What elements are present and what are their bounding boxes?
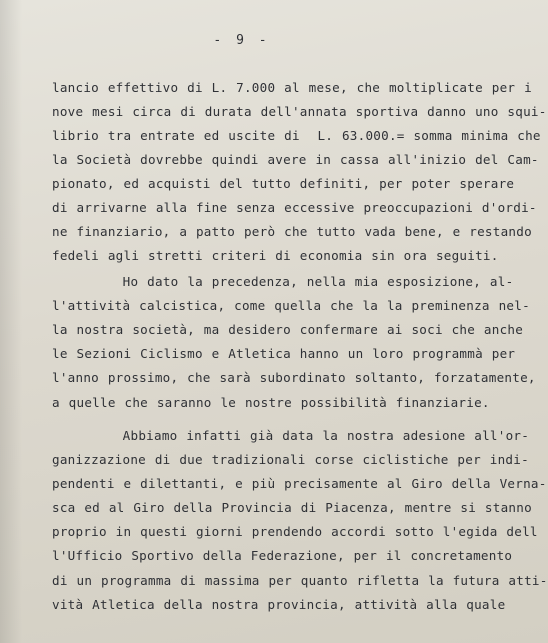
text-line: a quelle che saranno le nostre possibilità finanziarie.	[52, 395, 490, 410]
text-line: lancio effettivo di L. 7.000 al mese, che moltiplicate per i	[52, 80, 532, 95]
text-line: l'attività calcistica, come quella che la la preminenza nel-	[52, 298, 530, 313]
text-line: ganizzazione di due tradizionali corse ciclistiche per indi-	[52, 452, 529, 467]
text-line: nove mesi circa di durata dell'annata sportiva danno uno squi-	[52, 104, 547, 119]
text-line: Abbiamo infatti già data la nostra adesione all'or-	[52, 428, 530, 443]
text-line: fedeli agli stretti criteri di economia sin ora seguiti.	[52, 248, 499, 263]
text-line: vità Atletica della nostra provincia, attività alla quale	[52, 597, 506, 612]
text-line: la nostra società, ma desidero confermare ai soci che anche	[52, 322, 524, 337]
text-line: proprio in questi giorni prendendo accordi sotto l'egida dell	[52, 524, 538, 539]
text-line: le Sezioni Ciclismo e Atletica hanno un loro programmà per	[52, 346, 516, 361]
text-line: sca ed al Giro della Provincia di Piacenza, mentre si stanno	[52, 500, 532, 515]
text-line: di arrivarne alla fine senza eccessive preoccupazioni d'ordi-	[52, 200, 537, 215]
text-line: pendenti e dilettanti, e più precisamente al Giro della Verna-	[52, 476, 547, 491]
text-line: l'anno prossimo, che sarà subordinato soltanto, forzatamente,	[52, 370, 536, 385]
text-line: di un programma di massima per quanto rifletta la futura atti-	[52, 573, 548, 588]
text-line: la Società dovrebbe quindi avere in cassa all'inizio del Cam-	[52, 152, 539, 167]
page-number: - 9 -	[213, 33, 269, 48]
text-line: Ho dato la precedenza, nella mia esposizione, al-	[52, 274, 514, 289]
text-line: l'Ufficio Sportivo della Federazione, per il concretamento	[52, 548, 513, 563]
text-line: pionato, ed acquisti del tutto definiti, per poter sperare	[52, 176, 515, 191]
text-line: librio tra entrate ed uscite di L. 63.000.= somma minima che	[52, 128, 541, 143]
text-line: ne finanziario, a patto però che tutto vada bene, e restando	[52, 224, 532, 239]
paper-fold-shadow	[0, 0, 22, 643]
